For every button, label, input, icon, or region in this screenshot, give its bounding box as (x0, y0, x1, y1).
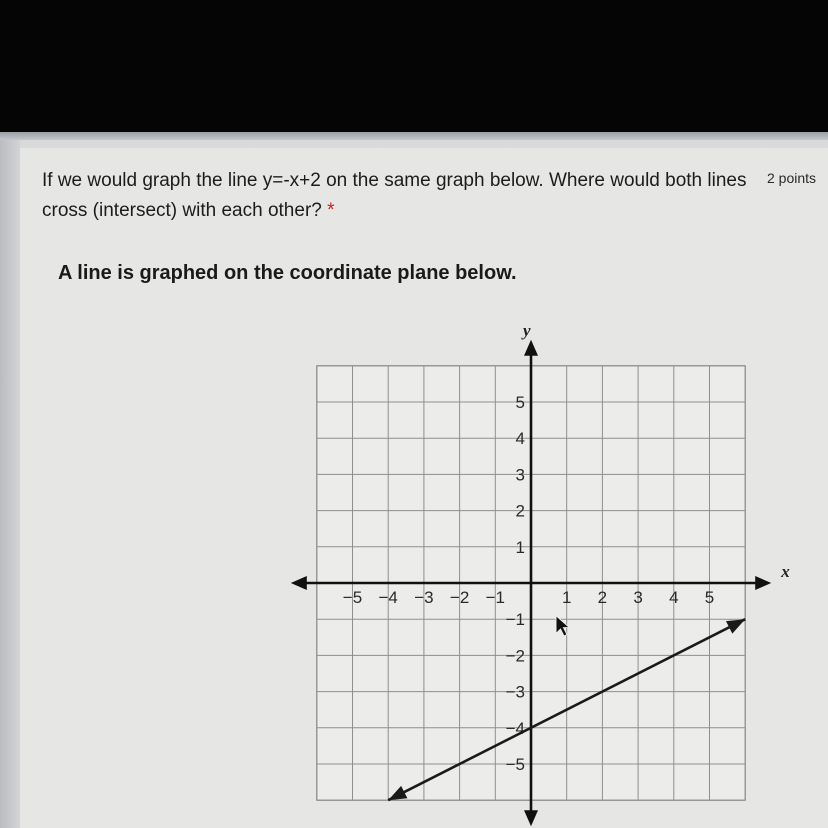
required-asterisk: * (327, 200, 335, 221)
graph-prompt: A line is graphed on the coordinate plane below. (58, 262, 517, 284)
points-label: 2 points (767, 170, 817, 186)
x-tick-label: −3 (414, 588, 434, 607)
x-tick-label: 3 (633, 588, 643, 607)
x-tick-label: −2 (449, 588, 470, 607)
y-axis-arrow-down (524, 810, 538, 826)
y-tick-label: 4 (515, 429, 525, 449)
question-body: If we would graph the line y=-x+2 on the same graph below. Where would both lines cross (intersect) with each other? (42, 170, 747, 221)
y-tick-label: −4 (505, 718, 525, 738)
x-tick-label: 4 (669, 588, 679, 607)
y-tick-label: 3 (515, 465, 525, 485)
x-axis-arrow-right (755, 576, 771, 590)
y-tick-label: 2 (515, 501, 525, 521)
y-axis-label: y (523, 320, 531, 340)
x-tick-label: 2 (597, 588, 608, 607)
y-tick-label: −1 (505, 610, 525, 630)
y-tick-label: 1 (515, 537, 525, 557)
y-tick-label: 5 (515, 393, 525, 412)
y-tick-label: −5 (505, 755, 525, 774)
x-axis-arrow-left (291, 576, 307, 590)
x-axis-label: x (781, 562, 790, 581)
x-tick-label: 5 (704, 588, 715, 607)
x-tick-label: −1 (485, 588, 505, 607)
x-tick-label: 1 (561, 588, 572, 607)
y-axis-arrow-up (524, 340, 538, 356)
x-tick-label: −4 (378, 588, 398, 607)
y-tick-label: −2 (505, 646, 525, 666)
y-tick-label: −3 (505, 682, 525, 702)
x-tick-label: −5 (342, 588, 363, 607)
